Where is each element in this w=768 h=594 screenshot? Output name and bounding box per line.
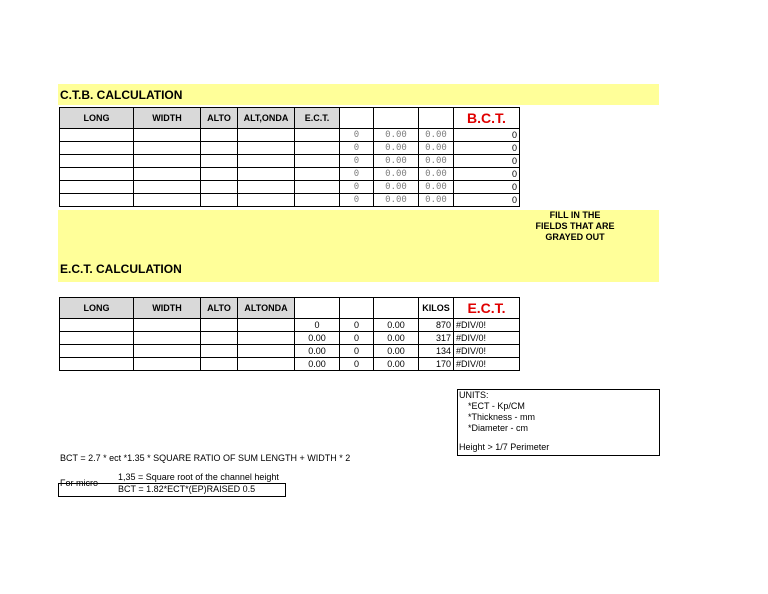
table-row [60,129,520,142]
ctb-input-long[interactable] [60,181,134,194]
ctb-input-width[interactable] [134,168,201,181]
ect-input-alto[interactable] [201,345,238,358]
ect-kilos-value: 134 [419,345,454,358]
table-row [60,358,520,371]
ctb-table [59,107,520,207]
ctb-input-alto[interactable] [201,142,238,155]
bct-formula: BCT = 2.7 * ect *1.35 * SQUARE RATIO OF SUM LENGTH + WIDTH * 2 [60,453,351,463]
ect-input-alto[interactable] [201,319,238,332]
ect-col-altonda: ALTONDA [238,298,295,319]
units-heading: UNITS: [459,390,489,400]
ect-kilos-value: 870 [419,319,454,332]
ect-input-long[interactable] [60,358,134,371]
ect-calc-cell: 0.00 [295,332,340,345]
ect-input-long[interactable] [60,319,134,332]
ctb-calc-cell: 0 [340,194,374,207]
ctb-calc-cell: 0.00 [374,168,419,181]
ctb-calc-cell: 0 [340,181,374,194]
ctb-calc-cell: 0.00 [419,129,454,142]
ctb-calc-cell: 0.00 [419,194,454,207]
ect-result-value: #DIV/0! [454,345,520,358]
units-item: *ECT - Kp/CM [468,401,525,411]
table-row [60,155,520,168]
ect-col-blank-1 [295,298,340,319]
ctb-col-blank-3 [419,108,454,129]
ect-calc-cell: 0.00 [295,345,340,358]
table-row [60,319,520,332]
ctb-bct-value: 0 [454,181,520,194]
ect-input-altonda[interactable] [238,358,295,371]
ect-input-long[interactable] [60,332,134,345]
table-row [60,345,520,358]
ctb-input-ect[interactable] [295,181,340,194]
ctb-calc-cell: 0.00 [374,194,419,207]
ect-calc-cell: 0 [340,332,374,345]
ect-calc-cell: 0.00 [374,345,419,358]
ect-input-width[interactable] [134,319,201,332]
ctb-input-altonda[interactable] [238,194,295,207]
ctb-title: C.T.B. CALCULATION [60,88,183,102]
ctb-input-width[interactable] [134,194,201,207]
ctb-input-ect[interactable] [295,142,340,155]
ect-col-width: WIDTH [134,298,201,319]
ctb-input-altonda[interactable] [238,181,295,194]
ctb-header-row [60,108,520,129]
ctb-calc-cell: 0.00 [419,142,454,155]
ctb-calc-cell: 0.00 [419,168,454,181]
ctb-bct-value: 0 [454,142,520,155]
ect-input-width[interactable] [134,358,201,371]
ctb-bct-value: 0 [454,168,520,181]
ctb-col-bct: B.C.T. [454,108,520,129]
ect-input-altonda[interactable] [238,332,295,345]
ect-input-altonda[interactable] [238,319,295,332]
ctb-bct-value: 0 [454,129,520,142]
ect-title: E.C.T. CALCULATION [60,262,182,276]
ctb-col-width: WIDTH [134,108,201,129]
ect-col-ect: E.C.T. [454,298,520,319]
ctb-input-long[interactable] [60,155,134,168]
table-row [60,168,520,181]
ctb-calc-cell: 0.00 [374,142,419,155]
ctb-input-alto[interactable] [201,129,238,142]
ctb-col-altonda: ALT,ONDA [238,108,295,129]
ect-col-blank-3 [374,298,419,319]
ect-col-blank-2 [340,298,374,319]
units-footer: Height > 1/7 Perimeter [459,442,550,452]
ect-calc-cell: 0.00 [374,319,419,332]
ctb-input-alto[interactable] [201,168,238,181]
ect-input-long[interactable] [60,345,134,358]
ctb-calc-cell: 0 [340,142,374,155]
ctb-input-long[interactable] [60,194,134,207]
ctb-calc-cell: 0.00 [374,181,419,194]
ect-result-value: #DIV/0! [454,358,520,371]
ect-input-width[interactable] [134,345,201,358]
ect-calc-cell: 0 [340,345,374,358]
ect-table [59,297,520,371]
ctb-calc-cell: 0 [340,129,374,142]
table-row [60,332,520,345]
micro-formula-box [58,478,286,497]
ect-calc-cell: 0.00 [374,332,419,345]
units-item: *Thickness - mm [468,412,536,422]
ect-input-width[interactable] [134,332,201,345]
ctb-input-width[interactable] [134,181,201,194]
ect-calc-cell: 0 [340,358,374,371]
ect-calc-cell: 0.00 [374,358,419,371]
ctb-input-long[interactable] [60,142,134,155]
table-row [60,194,520,207]
ect-col-alto: ALTO [201,298,238,319]
ect-col-long: LONG [60,298,134,319]
ect-header-row [60,298,520,319]
ctb-input-ect[interactable] [295,155,340,168]
ect-input-alto[interactable] [201,358,238,371]
ect-input-alto[interactable] [201,332,238,345]
fill-in-note: FILL IN THE FIELDS THAT ARE GRAYED OUT [535,210,615,242]
table-row [60,181,520,194]
ect-calc-cell: 0.00 [295,358,340,371]
units-box [457,389,660,456]
ctb-input-long[interactable] [60,129,134,142]
units-item: *Diameter - cm [468,423,529,433]
table-row [60,142,520,155]
ect-kilos-value: 170 [419,358,454,371]
ctb-input-alto[interactable] [201,155,238,168]
ect-col-kilos: KILOS [419,298,454,319]
micro-formula: BCT = 1.82*ECT*(EP)RAISED 0.5 [118,484,256,494]
ctb-input-width[interactable] [134,142,201,155]
ect-calc-cell: 0 [340,319,374,332]
ect-result-value: #DIV/0! [454,332,520,345]
ctb-input-altonda[interactable] [238,168,295,181]
ect-result-value: #DIV/0! [454,319,520,332]
ctb-input-width[interactable] [134,155,201,168]
micro-label: For micro [60,478,98,488]
ect-kilos-value: 317 [419,332,454,345]
ctb-input-ect[interactable] [295,168,340,181]
ctb-input-ect[interactable] [295,194,340,207]
ctb-calc-cell: 0.00 [419,181,454,194]
ctb-col-alto: ALTO [201,108,238,129]
ctb-col-ect: E.C.T. [295,108,340,129]
ctb-input-width[interactable] [134,129,201,142]
ect-calc-cell: 0 [295,319,340,332]
ctb-calc-cell: 0.00 [419,155,454,168]
ctb-col-blank-1 [340,108,374,129]
ctb-input-alto[interactable] [201,181,238,194]
ctb-calc-cell: 0.00 [374,129,419,142]
ctb-col-long: LONG [60,108,134,129]
ctb-input-altonda[interactable] [238,142,295,155]
ect-input-altonda[interactable] [238,345,295,358]
ctb-calc-cell: 0.00 [374,155,419,168]
ctb-input-long[interactable] [60,168,134,181]
ctb-input-ect[interactable] [295,129,340,142]
ctb-calc-cell: 0 [340,155,374,168]
channel-height-note: 1,35 = Square root of the channel height [118,472,279,482]
ctb-calc-cell: 0 [340,168,374,181]
ctb-input-alto[interactable] [201,194,238,207]
ctb-input-altonda[interactable] [238,155,295,168]
ctb-input-altonda[interactable] [238,129,295,142]
ctb-col-blank-2 [374,108,419,129]
ctb-bct-value: 0 [454,194,520,207]
ctb-bct-value: 0 [454,155,520,168]
